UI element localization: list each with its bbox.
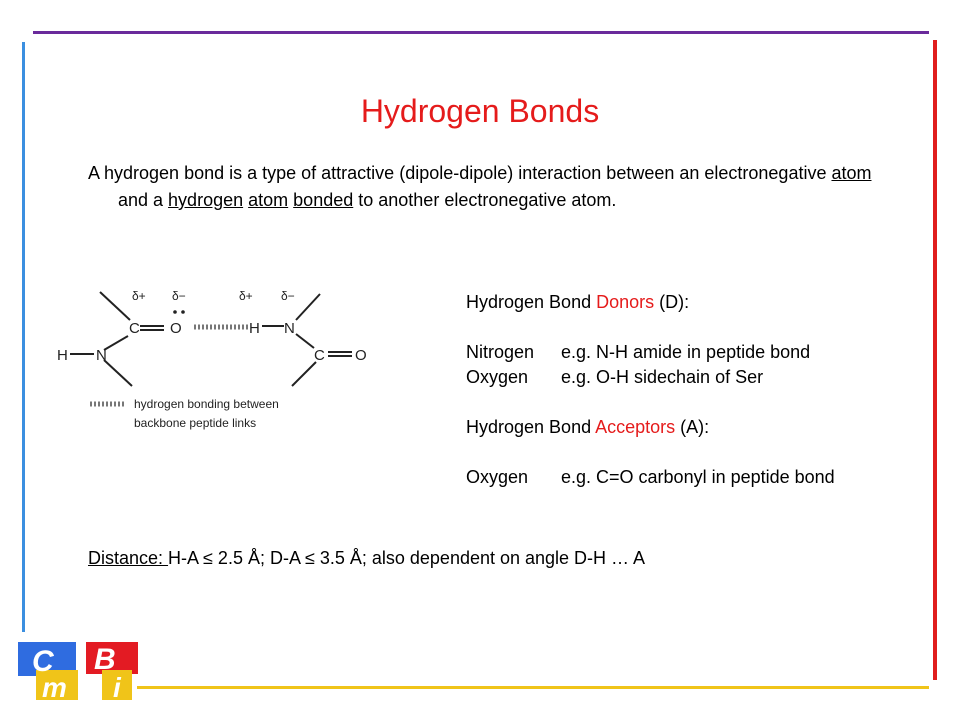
legend-line: backbone peptide links bbox=[134, 416, 257, 430]
term-atom: atom bbox=[831, 163, 872, 183]
slide-title: Hydrogen Bonds bbox=[360, 93, 600, 129]
acceptors-term: Acceptors bbox=[595, 417, 676, 437]
donors-term: Donors bbox=[596, 292, 655, 312]
partial-charge-label: δ+ bbox=[132, 289, 146, 303]
definition-paragraph bbox=[88, 160, 898, 214]
logo-letter: i bbox=[113, 672, 121, 702]
atom-label: H bbox=[57, 347, 68, 364]
donor-acceptor-list bbox=[466, 290, 866, 490]
logo-letter: B bbox=[94, 643, 116, 676]
atom-label: N bbox=[284, 320, 295, 337]
distance-label: Distance: bbox=[88, 548, 169, 568]
partial-charge-label: δ− bbox=[281, 289, 295, 303]
logo-letter: C bbox=[32, 645, 54, 678]
atom-name: Oxygen bbox=[466, 467, 529, 487]
top-rule bbox=[33, 31, 929, 34]
partial-charge-label: δ+ bbox=[239, 289, 253, 303]
term-atom: atom bbox=[248, 190, 289, 210]
atom-label: N bbox=[96, 347, 107, 364]
atom-label: C bbox=[129, 320, 140, 337]
bottom-rule bbox=[137, 686, 929, 689]
definition-text: and a bbox=[118, 190, 169, 210]
definition-text: A hydrogen bond is a type of attractive (dipole-dipole) interaction between an electronegative bbox=[88, 163, 832, 183]
legend-line: hydrogen bonding between bbox=[134, 397, 279, 411]
hydrogen-bond-diagram bbox=[52, 280, 382, 450]
partial-charge-label: δ− bbox=[172, 289, 186, 303]
atom-example: e.g. O-H sidechain of Ser bbox=[561, 367, 764, 387]
atom-name: Oxygen bbox=[466, 367, 529, 387]
atom-label: C bbox=[314, 347, 325, 364]
right-rule bbox=[933, 40, 937, 680]
list-item bbox=[466, 365, 866, 390]
list-item bbox=[466, 340, 866, 365]
list-item bbox=[466, 465, 866, 490]
atom-example: e.g. N-H amide in peptide bond bbox=[561, 342, 811, 362]
logo-letter: m bbox=[42, 672, 67, 702]
definition-text: to another electronegative atom. bbox=[353, 190, 617, 210]
term-hydrogen: hydrogen bbox=[168, 190, 244, 210]
atom-label: O bbox=[355, 347, 367, 364]
atom-label: H bbox=[249, 320, 260, 337]
term-bonded: bonded bbox=[293, 190, 354, 210]
atom-example: e.g. C=O carbonyl in peptide bond bbox=[561, 467, 835, 487]
atom-label: O bbox=[170, 320, 182, 337]
acceptors-heading: Hydrogen Bond Acceptors (A): bbox=[466, 417, 710, 437]
atom-name: Nitrogen bbox=[466, 342, 535, 362]
cmbi-logo bbox=[14, 640, 144, 702]
distance-text: H-A ≤ 2.5 Å; D-A ≤ 3.5 Å; also dependent on angle D-H … A bbox=[168, 548, 646, 568]
donors-heading: Hydrogen Bond Donors (D): bbox=[466, 292, 690, 312]
left-rule bbox=[22, 42, 25, 632]
distance-note bbox=[88, 546, 645, 571]
